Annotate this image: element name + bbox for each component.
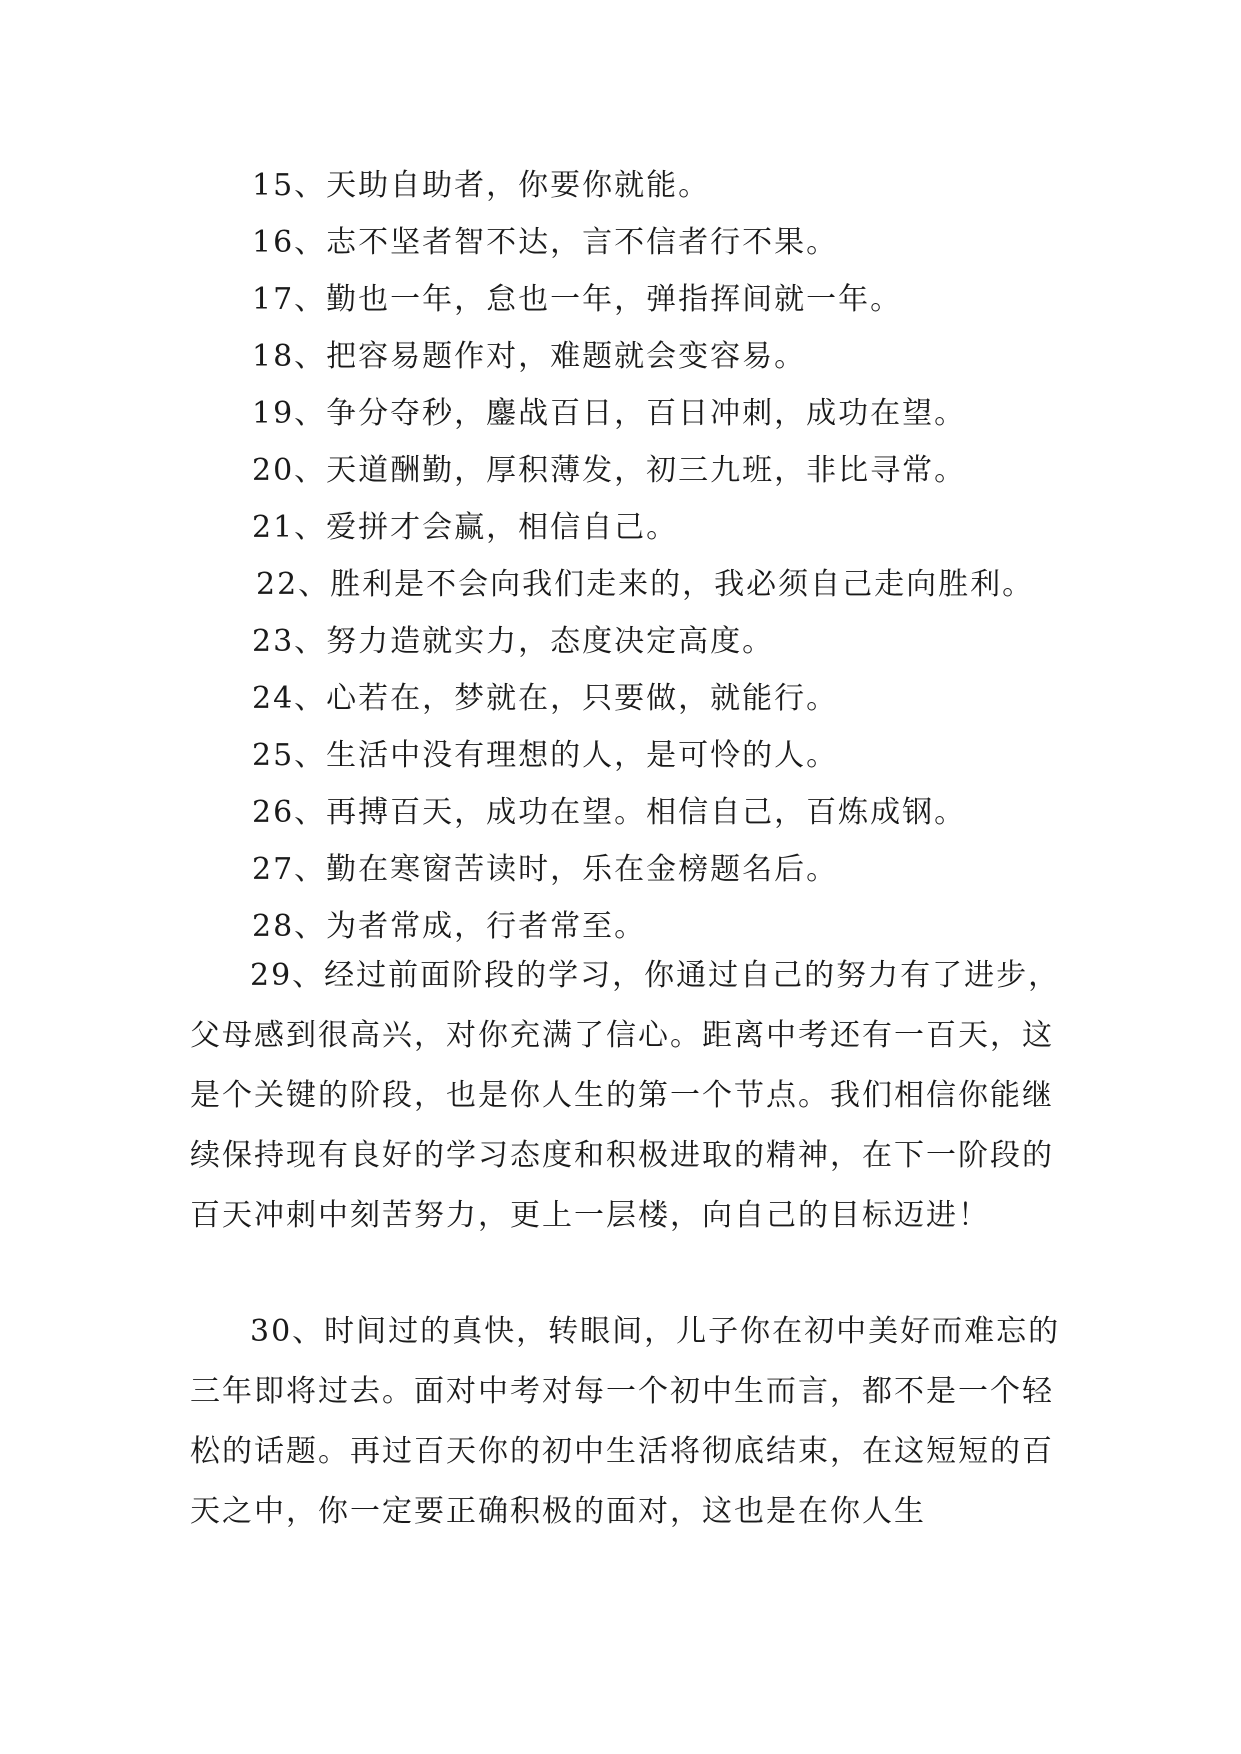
list-item: 23、努力造就实力，态度决定高度。 (252, 624, 775, 659)
list-item: 25、生活中没有理想的人，是可怜的人。 (252, 738, 839, 773)
list-item: 24、心若在，梦就在，只要做，就能行。 (252, 681, 839, 716)
list-item: 16、志不坚者智不达，言不信者行不果。 (252, 225, 839, 260)
list-item: 22、胜利是不会向我们走来的，我必须自己走向胜利。 (256, 567, 1035, 602)
list-item: 27、勤在寒窗苦读时，乐在金榜题名后。 (252, 852, 839, 887)
list-item: 19、争分夺秒，鏖战百日，百日冲刺，成功在望。 (252, 396, 967, 431)
list-item: 28、为者常成，行者常至。 (252, 909, 647, 944)
list-item: 26、再搏百天，成功在望。相信自己，百炼成钢。 (252, 795, 967, 830)
paragraph: 30、时间过的真快，转眼间，儿子你在初中美好而难忘的三年即将过去。面对中考对每一个初中生而言，都不是一个轻松的话题。再过百天你的初中生活将彻底结束，在这短短的百天之中，你一定要正确积极的面对，这也是在你人生 (190, 1314, 1061, 1529)
list-item: 21、爱拼才会赢，相信自己。 (252, 510, 679, 545)
paragraph: 29、经过前面阶段的学习，你通过自己的努力有了进步，父母感到很高兴，对你充满了信心。距离中考还有一百天，这是个关键的阶段，也是你人生的第一个节点。我们相信你能继续保持现有良好的学习态度和积极进取的精神，在下一阶段的百天冲刺中刻苦努力，更上一层楼，向自己的目标迈进！ (190, 958, 1061, 1233)
list-item: 17、勤也一年，怠也一年，弹指挥间就一年。 (252, 282, 903, 317)
list-item: 20、天道酬勤，厚积薄发，初三九班，非比寻常。 (252, 453, 967, 488)
list-item: 18、把容易题作对，难题就会变容易。 (252, 339, 807, 374)
list-item: 15、天助自助者，你要你就能。 (252, 168, 711, 203)
